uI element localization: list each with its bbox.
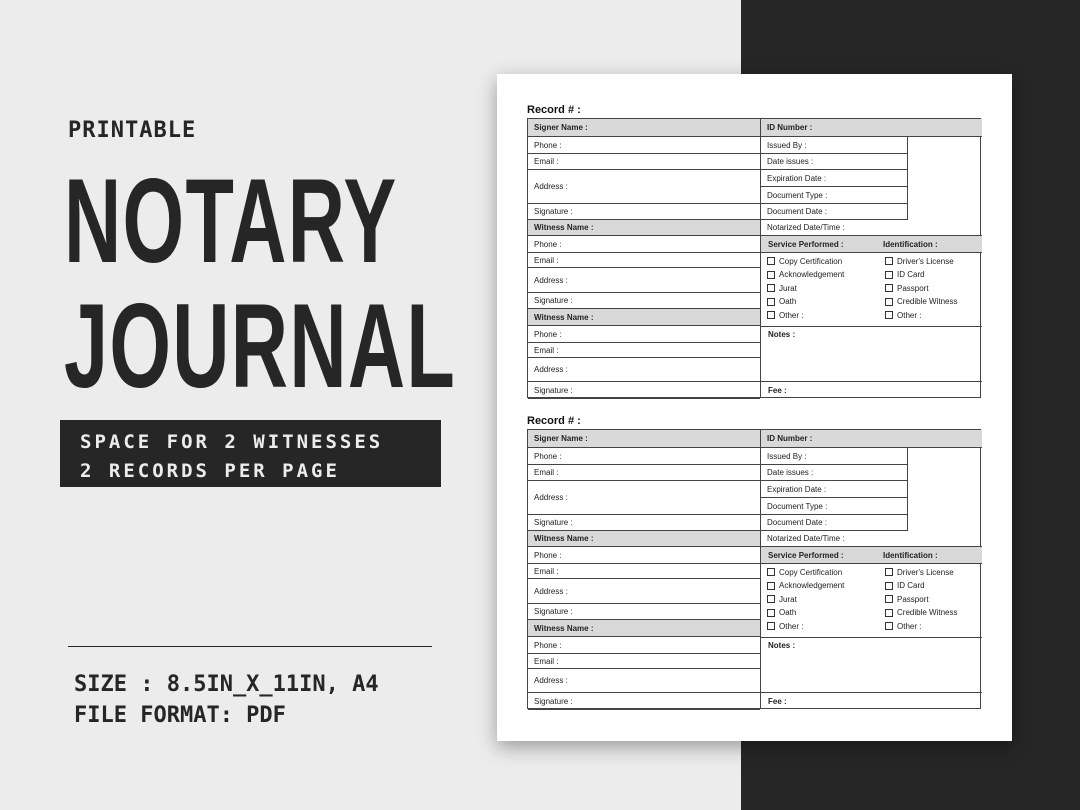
field-notarized[interactable]: Notarized Date/Time :	[761, 531, 982, 547]
identification-option-label: ID Card	[897, 581, 925, 590]
notary-record	[527, 102, 981, 398]
identification-header: Identification :	[883, 240, 938, 249]
checkbox[interactable]	[885, 311, 893, 319]
identification-header: Identification :	[883, 551, 938, 560]
identification-option[interactable]	[885, 296, 957, 308]
identification-option-label: Other :	[897, 310, 922, 320]
service-header-row	[761, 547, 982, 564]
field-document-date[interactable]: Document Date :	[761, 204, 907, 220]
checkbox[interactable]	[767, 609, 775, 617]
field-expiration-date[interactable]: Expiration Date :	[761, 481, 907, 498]
field-document-date[interactable]: Document Date :	[761, 515, 907, 531]
journal-page-preview	[497, 74, 1012, 741]
checkbox[interactable]	[767, 311, 775, 319]
service-option[interactable]	[767, 269, 844, 281]
service-option[interactable]	[767, 566, 842, 578]
identification-option[interactable]	[885, 255, 954, 267]
field-w2-phone[interactable]: Phone :	[528, 326, 760, 343]
field-date-issued[interactable]: Date issues :	[761, 154, 907, 170]
field-signer-email[interactable]: Email :	[528, 154, 760, 170]
field-signer-phone[interactable]: Phone :	[528, 137, 760, 154]
service-option-label: Other :	[779, 621, 804, 631]
field-w1-phone[interactable]: Phone :	[528, 547, 760, 564]
checkbox[interactable]	[767, 257, 775, 265]
field-signer-address[interactable]: Address :	[528, 170, 760, 204]
field-w1-address[interactable]: Address :	[528, 579, 760, 604]
title-line-2: JOURNAL	[64, 279, 457, 413]
field-id-number[interactable]: ID Number :	[761, 119, 982, 137]
size-spec: SIZE : 8.5IN_X_11IN, A4	[74, 672, 379, 697]
notes-label: Notes :	[768, 641, 796, 650]
service-option-label: Jurat	[779, 594, 797, 604]
banner-line-1: SPACE FOR 2 WITNESSES	[80, 431, 384, 453]
identification-option-label: Other :	[897, 621, 922, 631]
service-option[interactable]	[767, 580, 844, 592]
service-option-label: Oath	[779, 297, 797, 306]
notes-area[interactable]	[761, 326, 982, 382]
service-option[interactable]	[767, 309, 803, 321]
service-option-label: Copy Certification	[779, 567, 843, 577]
checkbox[interactable]	[885, 568, 893, 576]
field-w1-phone[interactable]: Phone :	[528, 236, 760, 253]
checkbox[interactable]	[885, 582, 893, 590]
checkbox[interactable]	[885, 622, 893, 630]
notes-label: Notes :	[768, 330, 796, 339]
title-line-1: NOTARY	[64, 154, 398, 288]
field-signer-email[interactable]: Email :	[528, 465, 760, 481]
identification-option[interactable]	[885, 566, 954, 578]
field-document-type[interactable]: Document Type :	[761, 498, 907, 515]
field-w2-address[interactable]: Address :	[528, 358, 760, 382]
field-signer-signature[interactable]: Signature :	[528, 515, 760, 531]
checkbox[interactable]	[885, 271, 893, 279]
field-w2-phone[interactable]: Phone :	[528, 637, 760, 654]
field-w1-name[interactable]: Witness Name :	[528, 531, 760, 547]
service-header: Service Performed :	[768, 240, 844, 249]
field-w1-name[interactable]: Witness Name :	[528, 220, 760, 236]
divider	[68, 646, 432, 647]
notary-record	[527, 413, 981, 709]
field-signer-phone[interactable]: Phone :	[528, 448, 760, 465]
record-title: Record # :	[527, 104, 581, 116]
fee-field[interactable]	[761, 693, 982, 710]
identification-option-label: ID Card	[897, 270, 925, 279]
field-signer-signature[interactable]: Signature :	[528, 204, 760, 220]
fee-label: Fee :	[768, 697, 787, 706]
record-table	[527, 118, 981, 398]
service-option-label: Acknowledgement	[779, 270, 845, 279]
field-w1-signature[interactable]: Signature :	[528, 604, 760, 620]
feature-banner	[60, 420, 441, 487]
field-w1-signature[interactable]: Signature :	[528, 293, 760, 309]
identification-option[interactable]	[885, 620, 921, 632]
checkbox[interactable]	[767, 271, 775, 279]
field-w2-signature[interactable]: Signature :	[528, 693, 760, 710]
service-header: Service Performed :	[768, 551, 844, 560]
field-w2-name[interactable]: Witness Name :	[528, 620, 760, 637]
fee-label: Fee :	[768, 386, 787, 395]
identification-option-label: Driver's License	[897, 256, 954, 266]
fee-field[interactable]	[761, 382, 982, 399]
notes-area[interactable]	[761, 637, 982, 693]
record-title: Record # :	[527, 415, 581, 427]
field-w1-email[interactable]: Email :	[528, 564, 760, 579]
format-spec: FILE FORMAT: PDF	[74, 703, 286, 728]
checkbox[interactable]	[767, 284, 775, 292]
identification-option-label: Driver's License	[897, 567, 954, 577]
checkbox[interactable]	[885, 257, 893, 265]
identification-option-label: Passport	[897, 283, 929, 293]
field-issued-by[interactable]: Issued By :	[761, 137, 907, 154]
checkbox[interactable]	[767, 622, 775, 630]
checkbox[interactable]	[885, 298, 893, 306]
field-document-type[interactable]: Document Type :	[761, 187, 907, 204]
service-header-row	[761, 236, 982, 253]
service-option[interactable]	[767, 607, 796, 619]
checkbox[interactable]	[885, 609, 893, 617]
banner-line-2: 2 RECORDS PER PAGE	[80, 460, 340, 482]
field-id-number[interactable]: ID Number :	[761, 430, 982, 448]
kicker-text: PRINTABLE	[68, 118, 197, 143]
checkbox[interactable]	[767, 568, 775, 576]
identification-option[interactable]	[885, 282, 929, 294]
service-option-label: Oath	[779, 608, 797, 617]
identification-option[interactable]	[885, 309, 921, 321]
service-option-label: Copy Certification	[779, 256, 843, 266]
field-notarized[interactable]: Notarized Date/Time :	[761, 220, 982, 236]
id-photo-divider	[907, 137, 908, 220]
field-expiration-date[interactable]: Expiration Date :	[761, 170, 907, 187]
service-option[interactable]	[767, 296, 796, 308]
checkbox[interactable]	[885, 284, 893, 292]
field-w2-address[interactable]: Address :	[528, 669, 760, 693]
identification-option[interactable]	[885, 580, 925, 592]
field-signer-name[interactable]: Signer Name :	[528, 119, 760, 137]
checkbox[interactable]	[767, 582, 775, 590]
identification-option[interactable]	[885, 593, 929, 605]
field-issued-by[interactable]: Issued By :	[761, 448, 907, 465]
field-w2-email[interactable]: Email :	[528, 343, 760, 358]
service-option-label: Jurat	[779, 283, 797, 293]
identification-option-label: Passport	[897, 594, 929, 604]
field-w2-email[interactable]: Email :	[528, 654, 760, 669]
service-option[interactable]	[767, 593, 797, 605]
service-option-label: Other :	[779, 310, 804, 320]
identification-option[interactable]	[885, 607, 957, 619]
service-option[interactable]	[767, 620, 803, 632]
field-w2-name[interactable]: Witness Name :	[528, 309, 760, 326]
field-w2-signature[interactable]: Signature :	[528, 382, 760, 399]
service-option[interactable]	[767, 255, 842, 267]
field-date-issued[interactable]: Date issues :	[761, 465, 907, 481]
field-w1-address[interactable]: Address :	[528, 268, 760, 293]
service-option[interactable]	[767, 282, 797, 294]
checkbox[interactable]	[885, 595, 893, 603]
id-photo-divider	[907, 448, 908, 531]
identification-option-label: Credible Witness	[897, 608, 958, 617]
field-w1-email[interactable]: Email :	[528, 253, 760, 268]
service-option-label: Acknowledgement	[779, 581, 845, 590]
field-signer-address[interactable]: Address :	[528, 481, 760, 515]
checkbox[interactable]	[767, 595, 775, 603]
identification-option-label: Credible Witness	[897, 297, 958, 306]
identification-option[interactable]	[885, 269, 925, 281]
record-table	[527, 429, 981, 709]
field-signer-name[interactable]: Signer Name :	[528, 430, 760, 448]
checkbox[interactable]	[767, 298, 775, 306]
